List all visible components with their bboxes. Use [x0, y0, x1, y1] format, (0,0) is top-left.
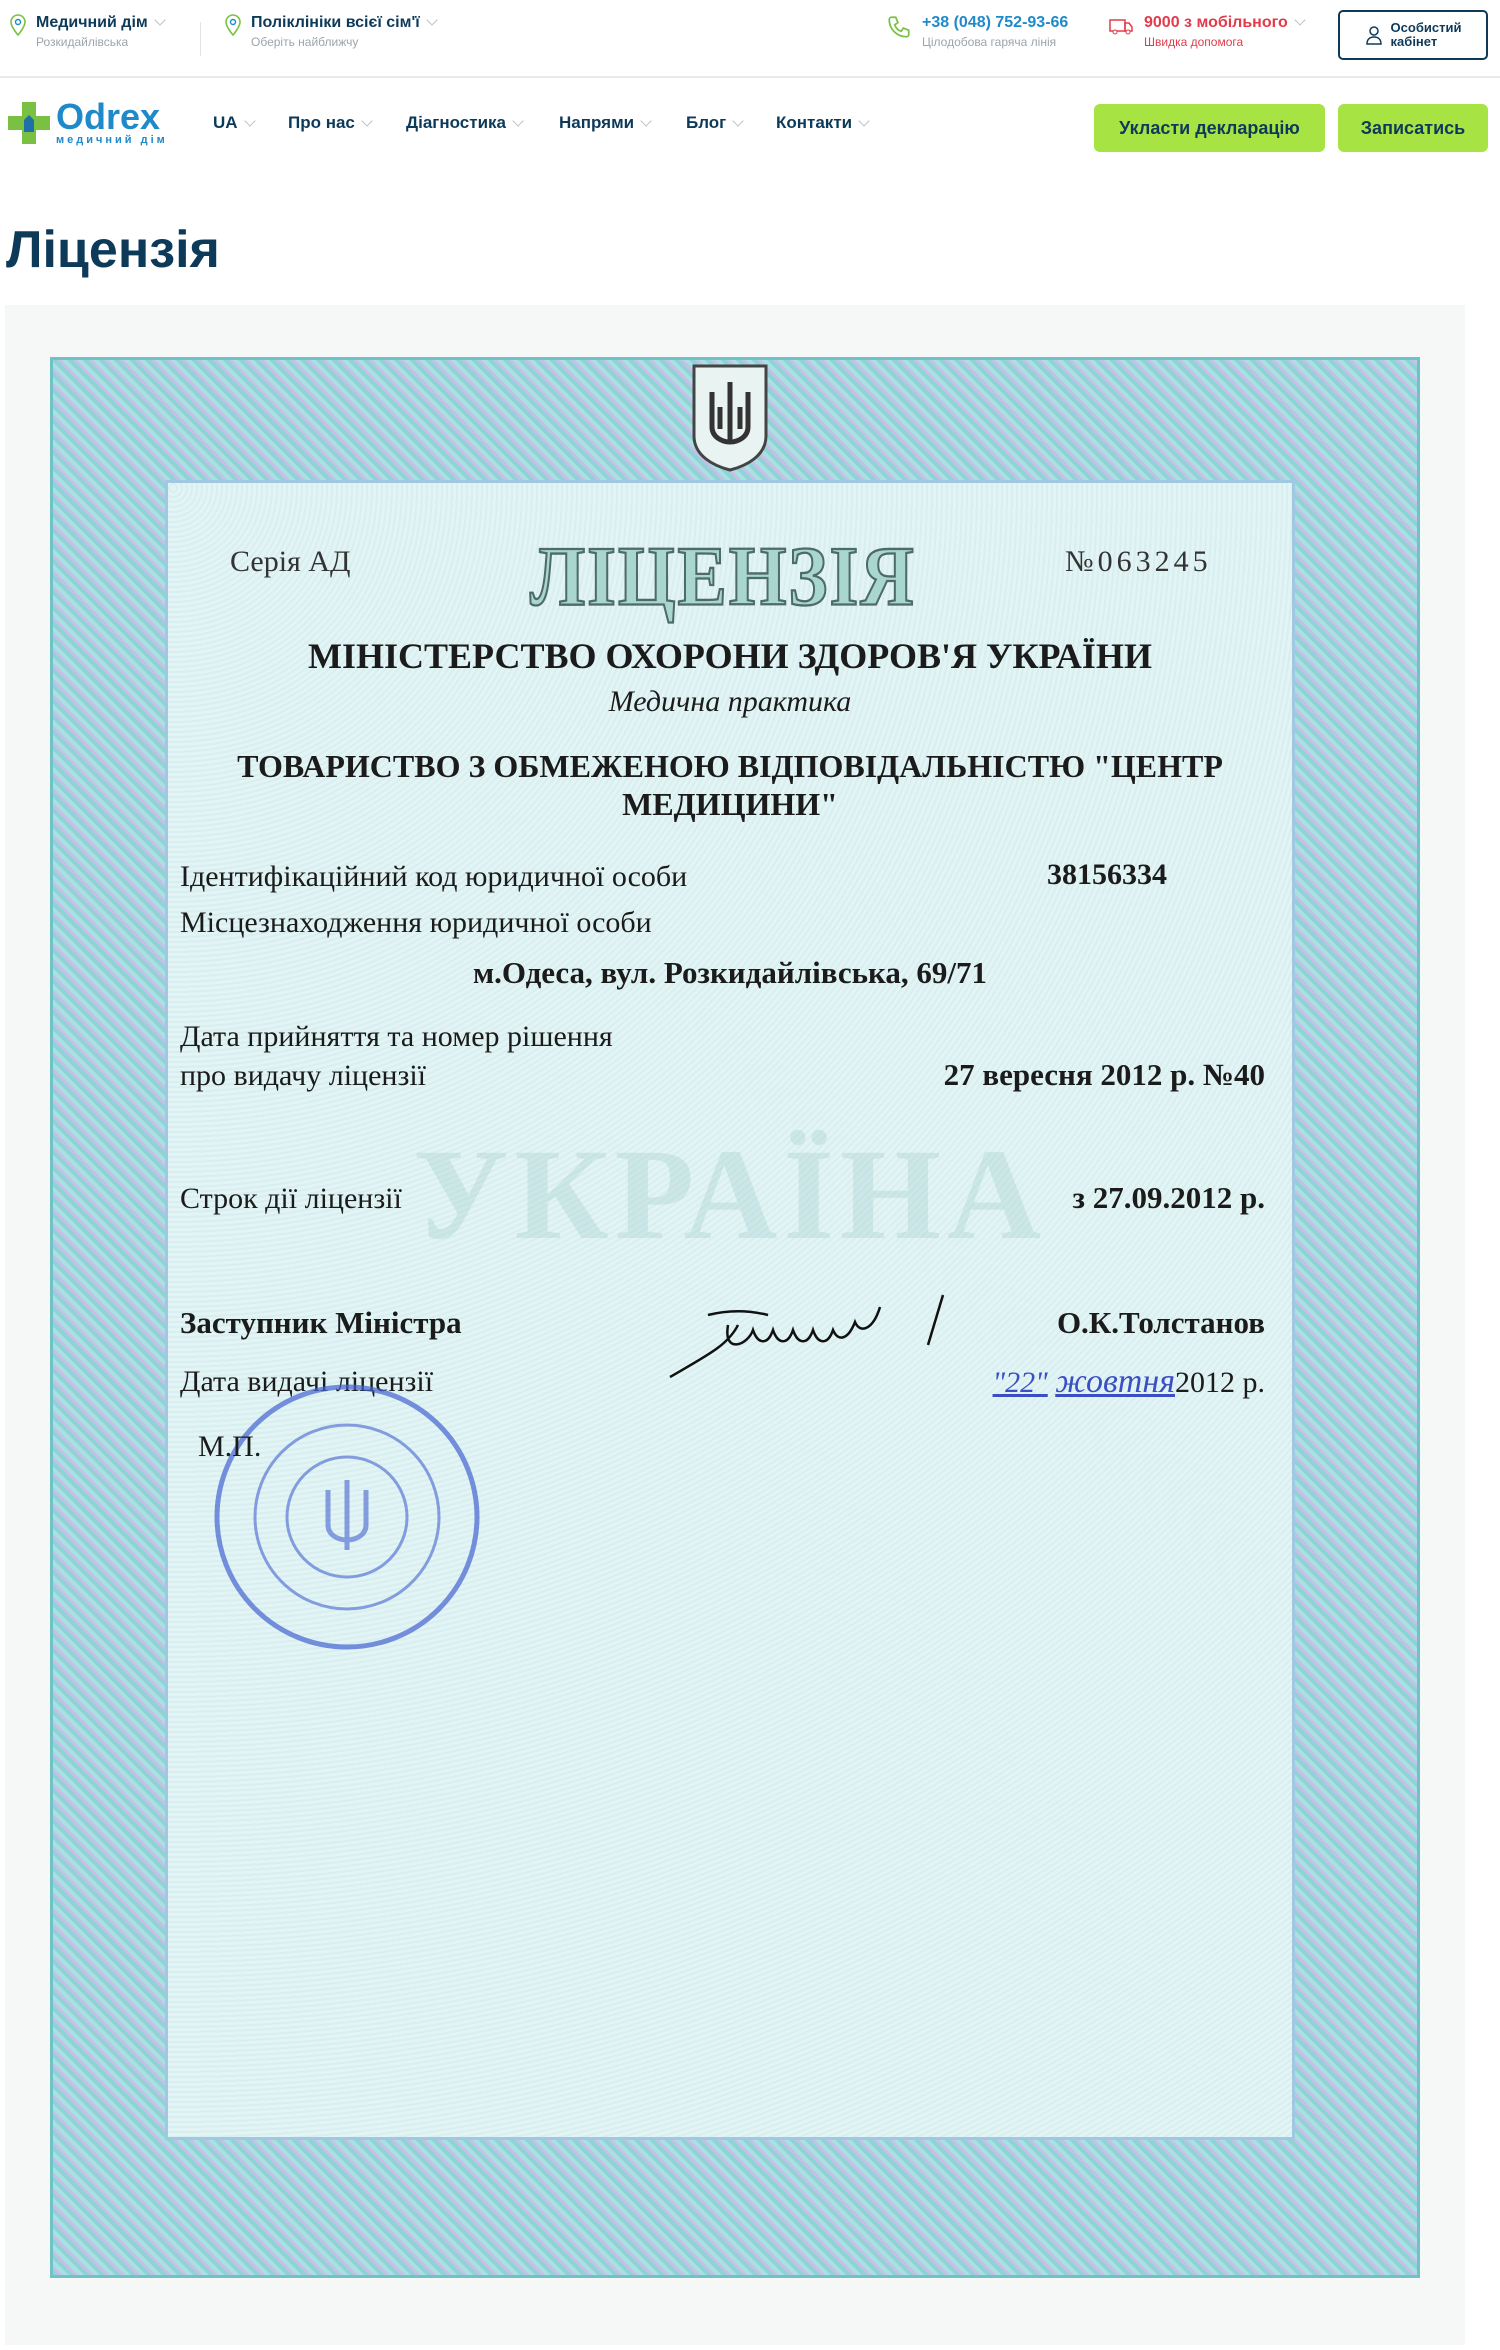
- location-label: Місцезнаходження юридичної особи: [180, 906, 652, 939]
- nav-label: Діагностика: [406, 113, 506, 132]
- chevron-down-icon: [1294, 14, 1305, 25]
- nav-label: UA: [213, 113, 238, 132]
- cabinet-label: Особистий: [1390, 20, 1462, 35]
- personal-cabinet-button[interactable]: [1338, 10, 1488, 60]
- nav-label: Про нас: [288, 113, 355, 132]
- book-appointment-button[interactable]: Записатись: [1338, 104, 1488, 152]
- phone-subtitle: Цілодобова гаряча лінія: [922, 35, 1057, 49]
- activity-type: Медична практика: [608, 685, 852, 718]
- official-seal-stamp: [210, 1380, 485, 1655]
- location-subtitle: Оберіть найближчу: [251, 35, 359, 49]
- location-pin-icon: [10, 14, 26, 36]
- decision-value: 27 вересня 2012 р. №40: [943, 1057, 1265, 1092]
- nav-item-diagnostics[interactable]: [406, 113, 522, 133]
- term-value: з 27.09.2012 р.: [1072, 1180, 1265, 1215]
- issue-date: [800, 1363, 1265, 1401]
- hotline-phone[interactable]: [886, 14, 1068, 49]
- nav-label: Контакти: [776, 113, 853, 132]
- emergency-number: 9000 з мобільного: [1144, 14, 1288, 31]
- emergency-subtitle: Швидка допомога: [1144, 35, 1244, 49]
- divider: [200, 22, 201, 56]
- emergency-phone[interactable]: [1108, 14, 1304, 49]
- chevron-down-icon: [426, 14, 437, 25]
- cabinet-label: кабінет: [1390, 34, 1438, 49]
- nav-item-about[interactable]: [288, 113, 371, 133]
- chevron-down-icon: [361, 115, 372, 126]
- id-label: Ідентифікаційний код юридичної особи: [180, 860, 688, 893]
- issue-day: "22": [992, 1366, 1048, 1399]
- issue-date-label: Дата видачі ліцензії: [180, 1365, 434, 1398]
- location-pin-icon: [225, 14, 241, 36]
- watermark: УКРАЇНА: [413, 1123, 1047, 1267]
- logo-tagline: медичний дім: [56, 134, 168, 146]
- trident-emblem-icon: [690, 362, 770, 472]
- seal-label: М.П.: [198, 1430, 262, 1463]
- issue-year: 2012 р.: [1175, 1366, 1265, 1399]
- location-selector-clinics[interactable]: [225, 14, 436, 49]
- chevron-down-icon: [244, 115, 255, 126]
- nav-label: Напрями: [559, 113, 635, 132]
- term-label: Строк дії ліцензії: [180, 1182, 402, 1215]
- license-heading: ЛІЦЕНЗІЯ: [530, 529, 916, 625]
- user-icon: [1365, 25, 1383, 45]
- page-title: Ліцензія: [6, 221, 220, 279]
- ministry-name: МІНІСТЕРСТВО ОХОРОНИ ЗДОРОВ'Я УКРАЇНИ: [308, 636, 1152, 676]
- logo-name: Odrex: [56, 96, 161, 137]
- license-number: №063245: [1065, 545, 1212, 578]
- license-series: Серія АД: [230, 545, 351, 578]
- chevron-down-icon: [858, 115, 869, 126]
- signer-title: Заступник Міністра: [180, 1305, 462, 1340]
- company-name-line2: МЕДИЦИНИ": [622, 786, 838, 822]
- signer-name: О.К.Толстанов: [1056, 1305, 1265, 1340]
- decision-label: Дата прийняття та номер рішення: [180, 1020, 613, 1053]
- logo-cross-icon: [8, 102, 50, 144]
- decision-label: про видачу ліцензії: [180, 1059, 426, 1092]
- chevron-down-icon: [154, 14, 165, 25]
- nav-item-blog[interactable]: [686, 113, 742, 133]
- logo[interactable]: [8, 96, 168, 146]
- declaration-button[interactable]: Укласти декларацію: [1094, 104, 1325, 152]
- address: м.Одеса, вул. Розкидайлівська, 69/71: [473, 955, 987, 990]
- nav-label: Блог: [686, 113, 727, 132]
- location-selector-main[interactable]: [10, 14, 164, 49]
- location-subtitle: Розкидайлівська: [36, 35, 129, 49]
- phone-number[interactable]: +38 (048) 752-93-66: [922, 14, 1069, 31]
- issue-month: жовтня: [1055, 1363, 1175, 1400]
- nav-item-directions[interactable]: [559, 113, 650, 133]
- chevron-down-icon: [512, 115, 523, 126]
- ambulance-icon: [1108, 14, 1134, 36]
- chevron-down-icon: [640, 115, 651, 126]
- company-name-line1: ТОВАРИСТВО З ОБМЕЖЕНОЮ ВІДПОВІДАЛЬНІСТЮ "ЦЕНТР: [237, 748, 1223, 784]
- nav-item-language[interactable]: [213, 113, 254, 133]
- nav-item-contacts[interactable]: [776, 113, 868, 133]
- location-title: Медичний дім: [36, 14, 148, 31]
- chevron-down-icon: [733, 115, 744, 126]
- location-title: Поліклініки всієї сім'ї: [251, 14, 420, 31]
- phone-icon: [886, 14, 912, 40]
- top-bar: [0, 0, 1500, 78]
- id-value: 38156334: [1047, 858, 1167, 891]
